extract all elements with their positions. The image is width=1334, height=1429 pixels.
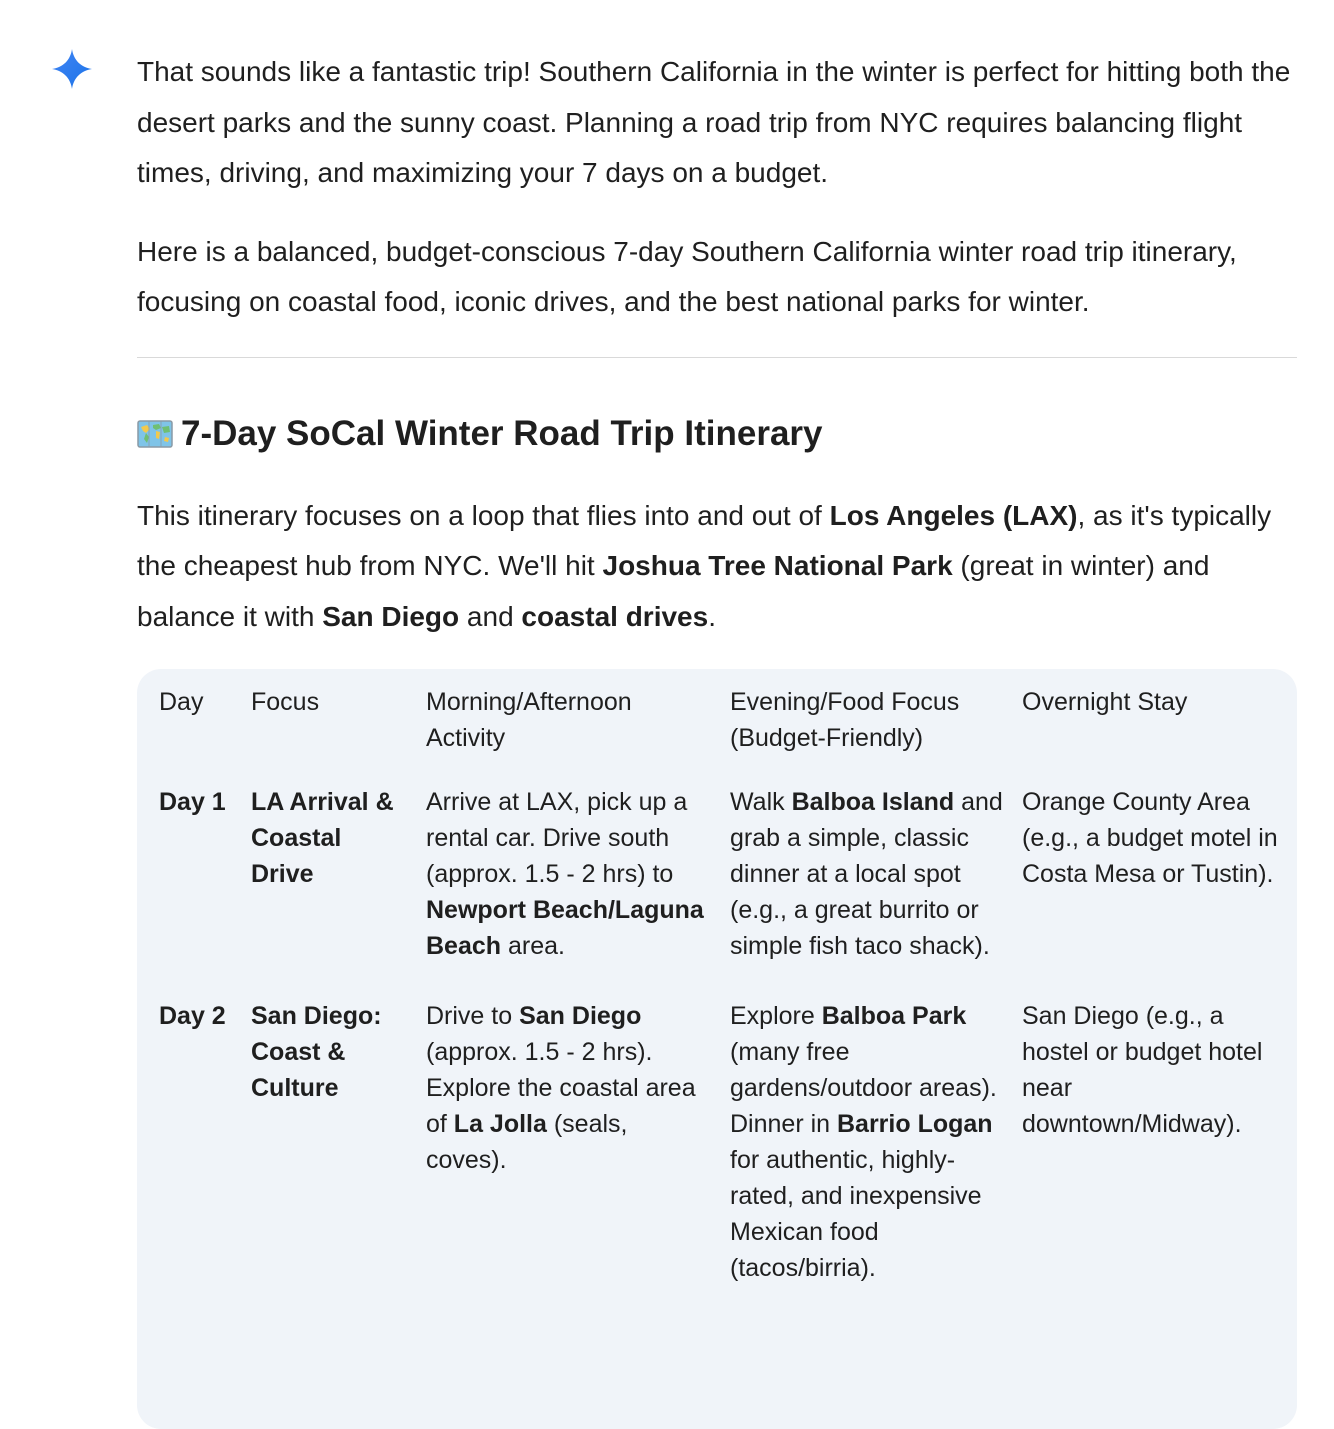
section-intro: This itinerary focuses on a loop that flies into and out of Los Angeles (LAX), as it's typically the cheapest hub from NYC. We'll hit Joshua Tree National Park (great in winter) and balance it with San Diego and coastal drives. <box>137 499 1272 632</box>
response-paragraph-1: That sounds like a fantastic trip! Southern California in the winter is perfect for hitting both the desert parks and the sunny coast. Planning a road trip from NYC requires balancing flight times, driving, and maximizing your 7 days on a budget. <box>137 56 1291 188</box>
cell-evening-food: Walk Balboa Island and grab a simple, classic dinner at a local spot (e.g., a great burrito or simple fish taco shack). <box>730 788 1003 960</box>
cell-focus: LA Arrival & Coastal Drive <box>251 788 394 888</box>
section-heading <box>137 408 1297 460</box>
response-paragraph-2: Here is a balanced, budget-conscious 7-day Southern California winter road trip itinerary, focusing on coastal food, iconic drives, and the best national parks for winter. <box>137 235 1237 317</box>
bold-text: Joshua Tree National Park <box>602 550 953 581</box>
itinerary-table-container <box>137 669 1297 1429</box>
bold-text: Barrio Logan <box>837 1110 993 1138</box>
section-divider <box>137 357 1297 358</box>
table-header-row <box>137 669 1297 784</box>
header-morning-activity: Morning/Afternoon Activity <box>426 688 632 752</box>
itinerary-table <box>137 669 1297 1320</box>
gemini-sparkle-icon <box>50 47 94 91</box>
cell-focus: San Diego: Coast & Culture <box>251 1002 382 1102</box>
header-overnight-stay: Overnight Stay <box>1022 688 1188 716</box>
bold-text: Los Angeles (LAX) <box>829 499 1078 531</box>
cell-day: Day 2 <box>159 1002 226 1030</box>
bold-text: Newport Beach/Laguna Beach <box>426 896 704 960</box>
cell-overnight-stay: San Diego (e.g., a hostel or budget hotel near downtown/Midway). <box>1022 1002 1263 1138</box>
header-evening-food: Evening/Food Focus (Budget-Friendly) <box>730 688 960 752</box>
bold-text: San Diego <box>519 1002 642 1030</box>
cell-morning-activity: Arrive at LAX, pick up a rental car. Drive south (approx. 1.5 - 2 hrs) to Newport Beach/Laguna Beach area. <box>426 788 704 960</box>
header-day: Day <box>159 688 204 716</box>
bold-text: coastal drives <box>521 600 709 632</box>
bold-text: Balboa Island <box>791 788 955 816</box>
table-row <box>137 784 1297 998</box>
table-row <box>137 998 1297 1320</box>
cell-evening-food: Explore Balboa Park (many free gardens/outdoor areas). Dinner in Barrio Logan for authentic, highly-rated, and inexpensive Mexican food (tacos/birria). <box>730 1002 997 1282</box>
assistant-response <box>137 47 1297 1429</box>
cell-morning-activity: Drive to San Diego (approx. 1.5 - 2 hrs). Explore the coastal area of La Jolla (seals, coves). <box>426 1002 696 1174</box>
section-title: 7-Day SoCal Winter Road Trip Itinerary <box>181 413 823 453</box>
cell-day: Day 1 <box>159 788 226 816</box>
bold-text: Balboa Park <box>821 1002 967 1030</box>
header-focus: Focus <box>251 688 320 716</box>
world-map-icon <box>137 419 173 449</box>
bold-text: La Jolla <box>453 1110 547 1138</box>
bold-text: San Diego <box>322 600 460 632</box>
cell-overnight-stay: Orange County Area (e.g., a budget motel in Costa Mesa or Tustin). <box>1022 788 1278 888</box>
